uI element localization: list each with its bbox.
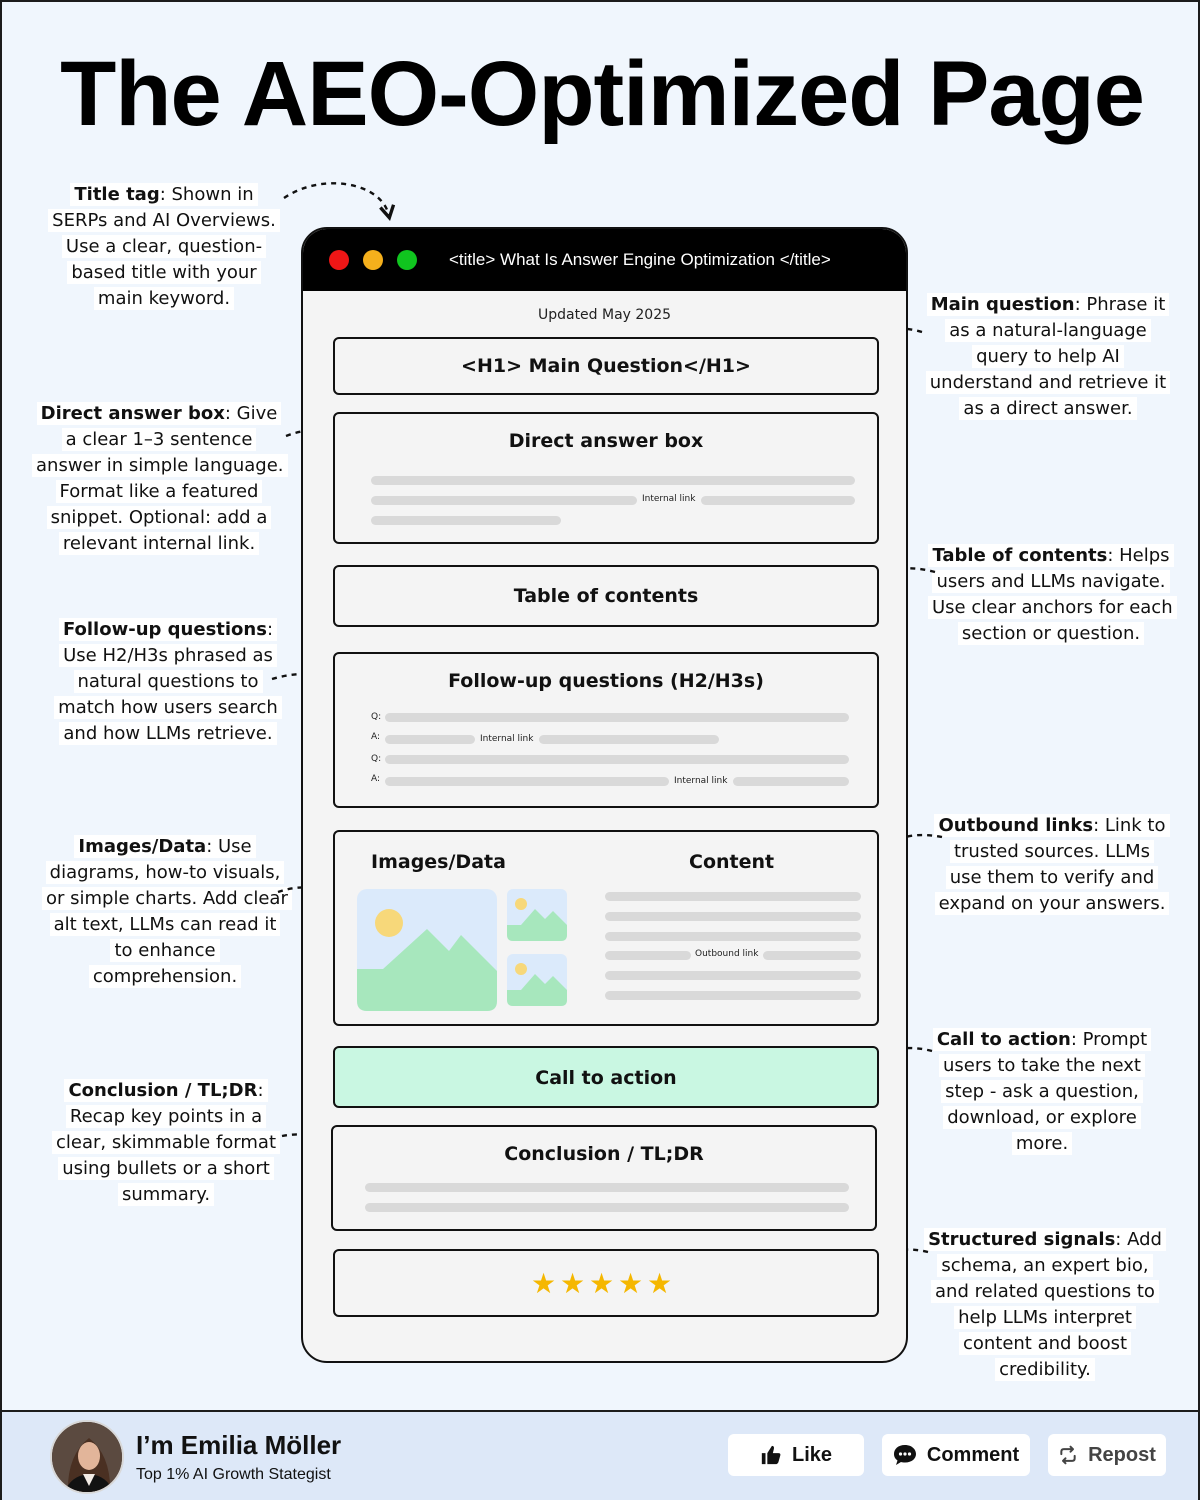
image-placeholder-small — [507, 954, 567, 1006]
star-icon: ★ — [647, 1268, 673, 1299]
text-placeholder — [385, 777, 669, 786]
note-main-question: Main question: Phrase it as a natural-language query to help AI understand and retrieve it as a direct answer. — [922, 292, 1174, 422]
like-button[interactable] — [728, 1434, 864, 1476]
updated-date: Updated May 2025 — [537, 307, 672, 323]
text-placeholder — [385, 713, 849, 722]
text-placeholder — [365, 1203, 849, 1212]
like-label: Like — [791, 1443, 833, 1466]
text-placeholder — [605, 912, 861, 921]
internal-link[interactable]: Internal link — [480, 734, 534, 744]
cta-box[interactable] — [333, 1046, 879, 1108]
q-label: Q: — [371, 754, 382, 764]
text-placeholder — [605, 932, 861, 941]
text-placeholder — [371, 476, 855, 485]
arrow-title-tag — [284, 183, 389, 216]
text-placeholder — [605, 951, 691, 960]
repost-icon — [1058, 1445, 1078, 1465]
note-toc: Table of contents: Helps users and LLMs navigate. Use clear anchors for each section or question. — [928, 543, 1174, 647]
text-placeholder — [733, 777, 849, 786]
text-placeholder — [385, 755, 849, 764]
text-placeholder — [539, 735, 719, 744]
author-subtitle: Top 1% AI Growth Stategist — [136, 1466, 331, 1483]
text-placeholder — [605, 971, 861, 980]
h1-box — [333, 337, 879, 395]
note-title-tag: Title tag: Shown in SERPs and AI Overviews. Use a clear, question-based title with your main keyword. — [44, 182, 284, 312]
author-name: I’m Emilia Möller — [136, 1430, 342, 1460]
outbound-link[interactable]: Outbound link — [695, 949, 759, 959]
thumbs-up-icon — [760, 1444, 782, 1466]
cta-label: Call to action — [535, 1067, 677, 1089]
star-icon: ★ — [618, 1268, 644, 1299]
browser-window — [301, 227, 908, 1363]
internal-link[interactable]: Internal link — [642, 494, 696, 504]
toc-label: Table of contents — [513, 585, 699, 607]
rating-box — [333, 1249, 879, 1317]
text-placeholder — [365, 1183, 849, 1192]
internal-link[interactable]: Internal link — [674, 776, 728, 786]
footer — [2, 1410, 1198, 1500]
note-followup: Follow-up questions: Use H2/H3s phrased as natural questions to match how users search and how LLMs retrieve. — [46, 617, 290, 747]
text-placeholder — [371, 496, 637, 505]
text-placeholder — [385, 735, 475, 744]
maximize-dot[interactable] — [397, 250, 417, 270]
star-icon: ★ — [589, 1268, 615, 1299]
comment-button[interactable] — [882, 1434, 1030, 1476]
comment-icon — [893, 1444, 917, 1466]
toc-box — [333, 565, 879, 627]
star-icon: ★ — [531, 1268, 557, 1299]
note-images: Images/Data: Use diagrams, how-to visuals, or simple charts. Add clear alt text, LLMs can read it to enhance comprehension. — [42, 834, 288, 990]
q-label: Q: — [371, 712, 382, 722]
image-placeholder-small — [507, 889, 567, 941]
text-placeholder — [371, 516, 561, 525]
close-dot[interactable] — [329, 250, 349, 270]
text-placeholder — [763, 951, 861, 960]
note-signals: Structured signals: Add schema, an expert bio, and related questions to help LLMs interpret content and boost credibility. — [922, 1227, 1168, 1383]
browser-titlebar — [303, 229, 906, 291]
h1-label: <H1> Main Question</H1> — [461, 355, 751, 377]
images-content-box — [333, 830, 879, 1026]
conclusion-box — [331, 1125, 877, 1231]
followup-title: Follow-up questions (H2/H3s) — [448, 670, 764, 692]
text-placeholder — [605, 991, 861, 1000]
a-label: A: — [371, 774, 381, 784]
text-placeholder — [605, 892, 861, 901]
repost-label: Repost — [1088, 1443, 1156, 1466]
content-label: Content — [689, 851, 775, 873]
browser-title-text: <title> What Is Answer Engine Optimization </title> — [449, 250, 831, 269]
note-cta: Call to action: Prompt users to take the next step - ask a question, download, or explore more. — [920, 1027, 1164, 1157]
direct-answer-box — [333, 412, 879, 544]
note-direct-answer: Direct answer box: Give a clear 1–3 sentence answer in simple language. Format like a featured snippet. Optional: add a relevant internal link. — [32, 401, 286, 557]
conclusion-title: Conclusion / TL;DR — [504, 1143, 704, 1165]
image-placeholder-large — [357, 889, 497, 1011]
images-label: Images/Data — [371, 851, 506, 873]
minimize-dot[interactable] — [363, 250, 383, 270]
text-placeholder — [701, 496, 855, 505]
star-icon: ★ — [560, 1268, 586, 1299]
avatar — [50, 1420, 124, 1494]
note-outbound: Outbound links: Link to trusted sources. LLMs use them to verify and expand on your answers. — [934, 813, 1170, 917]
repost-button[interactable] — [1048, 1434, 1166, 1476]
comment-label: Comment — [926, 1443, 1020, 1466]
page-title: The AEO-Optimized Page — [60, 43, 1144, 145]
a-label: A: — [371, 732, 381, 742]
note-conclusion: Conclusion / TL;DR: Recap key points in a clear, skimmable format using bullets or a short summary. — [48, 1078, 284, 1208]
followup-box — [333, 652, 879, 808]
direct-answer-title: Direct answer box — [508, 430, 704, 452]
